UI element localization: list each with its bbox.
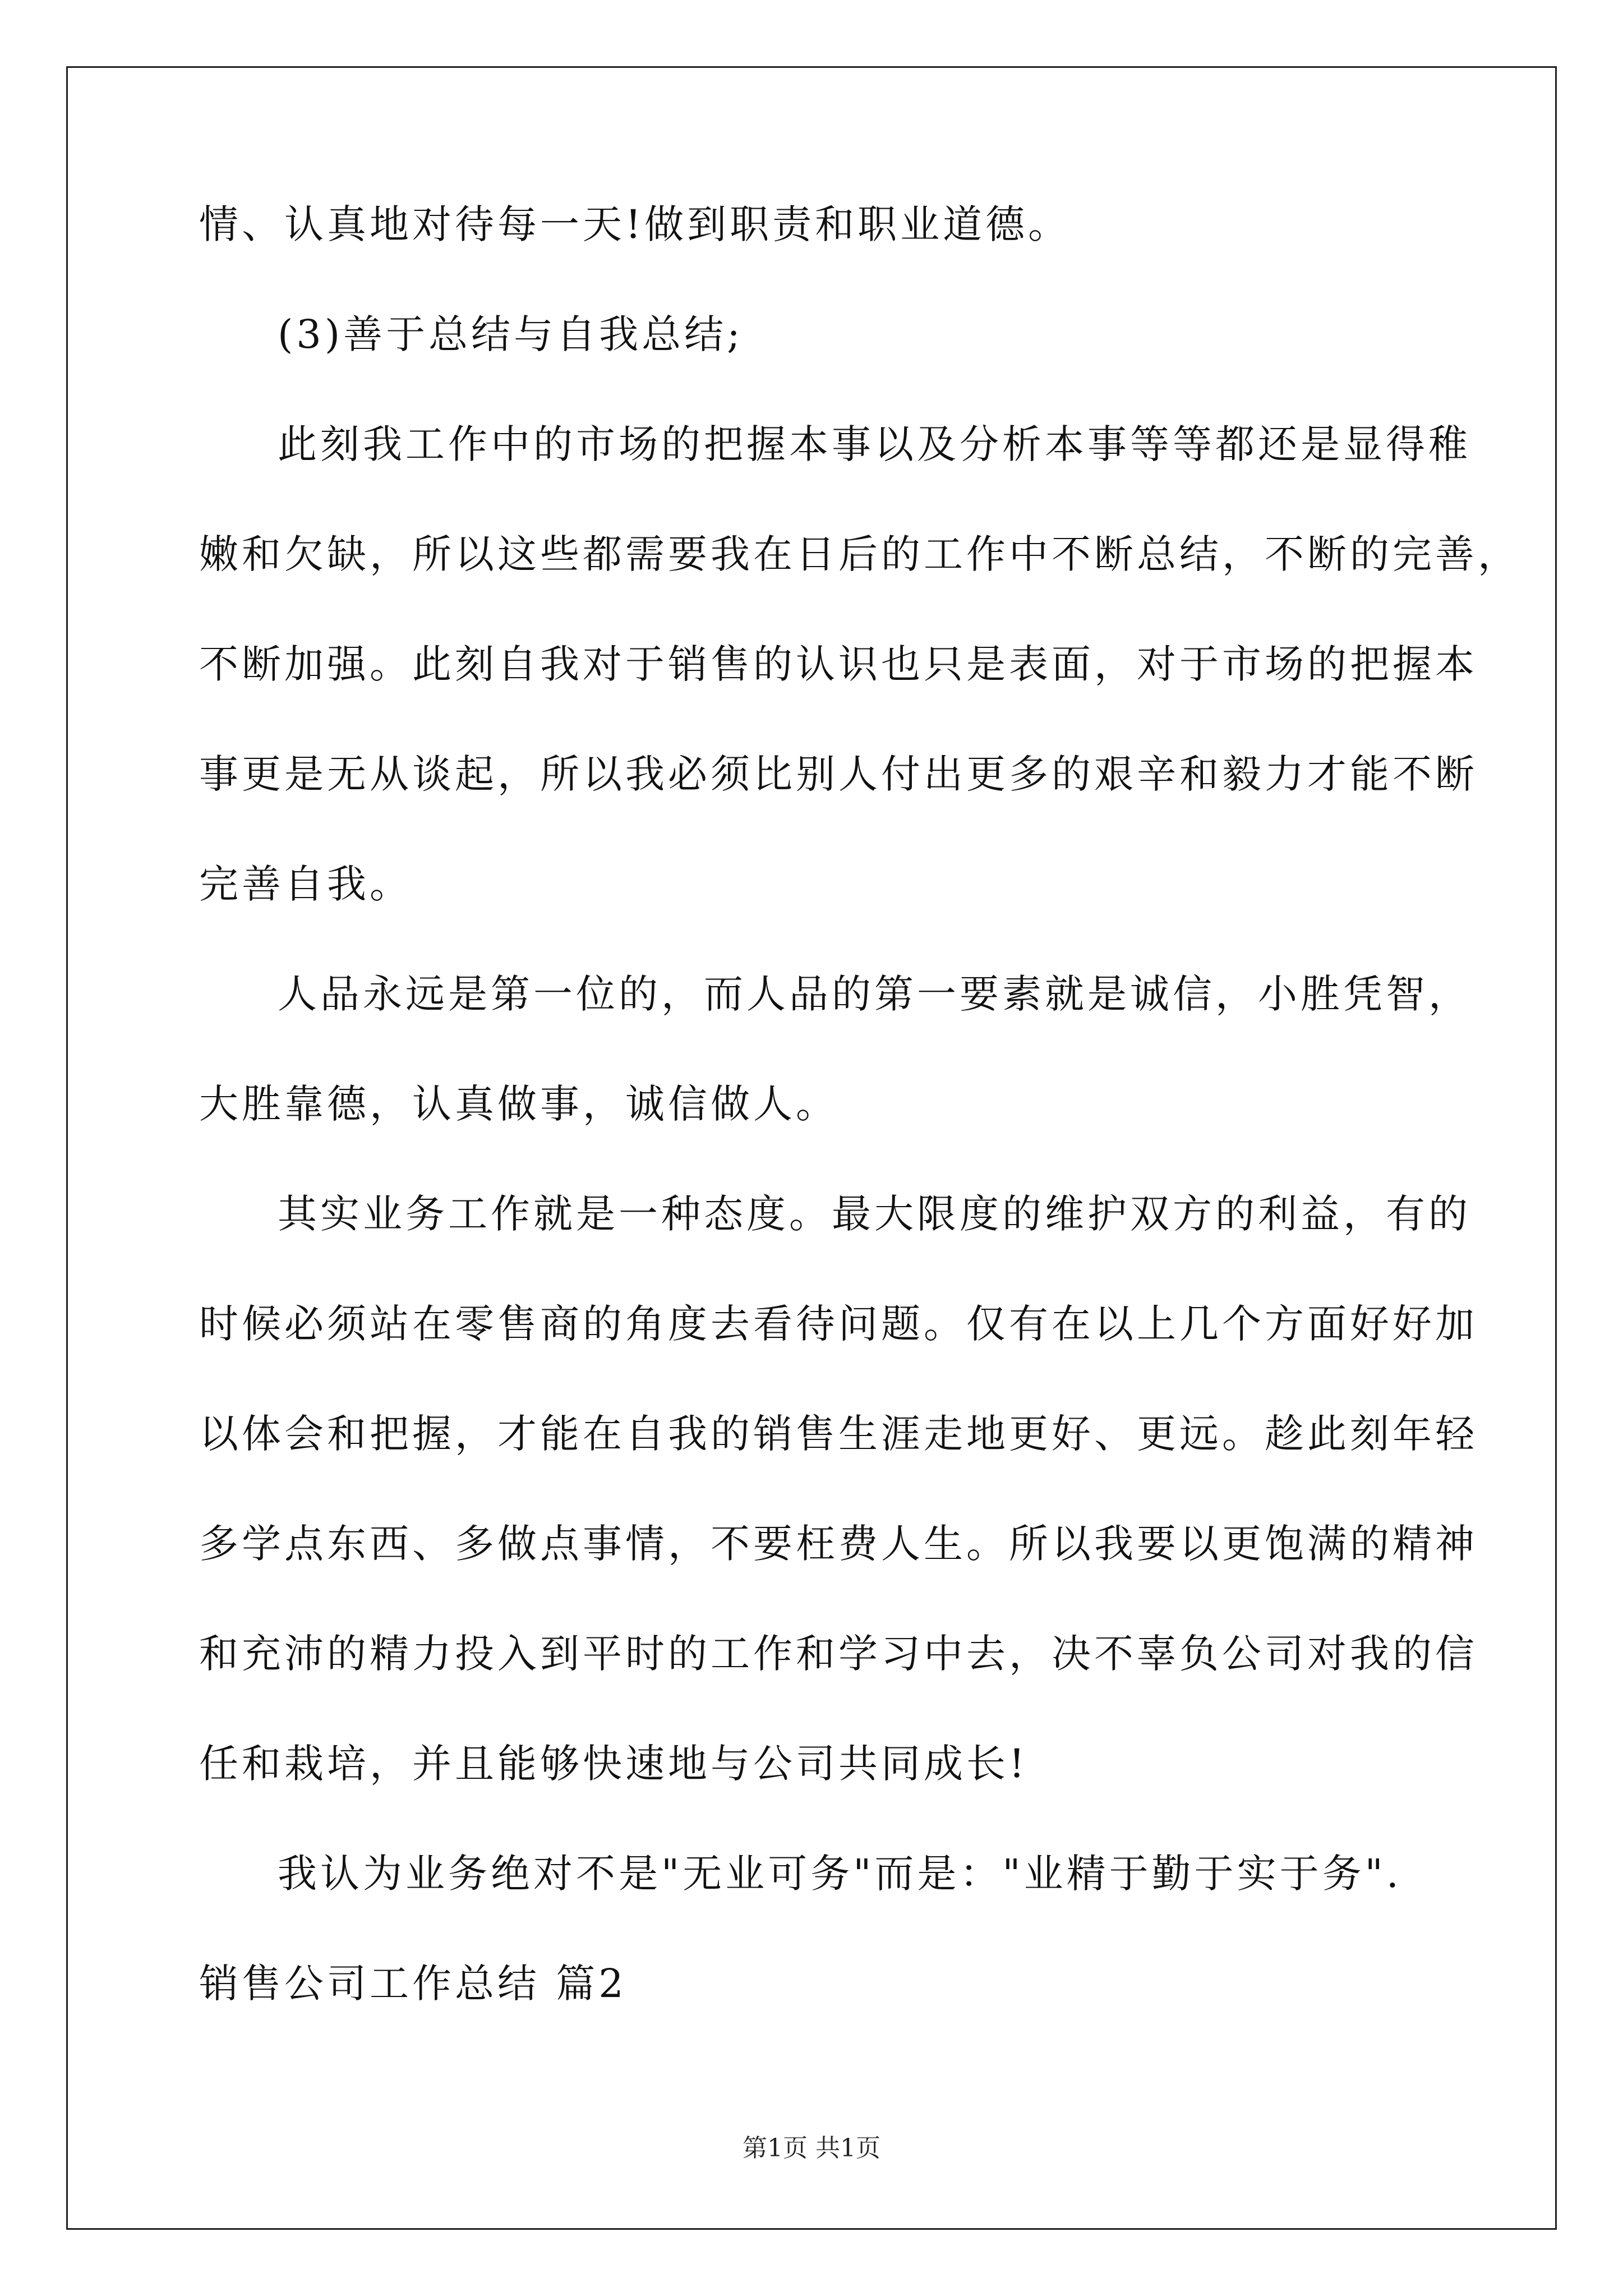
text-line: 和充沛的精力投入到平时的工作和学习中去，决不辜负公司对我的信 (199, 1631, 1478, 1677)
text-line: 不断加强。此刻自我对于销售的认识也只是表面，对于市场的把握本 (199, 641, 1478, 687)
section-heading: 销售公司工作总结 篇2 (199, 1961, 627, 2007)
text-line: (3)善于总结与自我总结; (278, 311, 744, 357)
text-line: 其实业务工作就是一种态度。最大限度的维护双方的利益，有的 (278, 1191, 1471, 1237)
page-border (66, 66, 1557, 2230)
text-line: 我认为业务绝对不是"无业可务"而是："业精于勤于实于务". (278, 1851, 1403, 1897)
text-line: 以体会和把握，才能在自我的销售生涯走地更好、更远。趁此刻年轻 (199, 1411, 1478, 1457)
page-footer: 第1页 共1页 (743, 2134, 880, 2162)
text-line: 事更是无从谈起，所以我必须比别人付出更多的艰辛和毅力才能不断 (199, 751, 1478, 797)
text-line: 完善自我。 (199, 861, 412, 907)
text-line: 任和栽培，并且能够快速地与公司共同成长! (199, 1741, 1029, 1787)
text-line: 大胜靠德，认真做事，诚信做人。 (199, 1081, 838, 1127)
text-line: 情、认真地对待每一天!做到职责和职业道德。 (199, 201, 1071, 247)
text-line: 人品永远是第一位的，而人品的第一要素就是诚信，小胜凭智， (278, 971, 1471, 1017)
text-line: 嫩和欠缺，所以这些都需要我在日后的工作中不断总结，不断的完善， (199, 531, 1520, 577)
text-line: 此刻我工作中的市场的把握本事以及分析本事等等都还是显得稚 (278, 421, 1471, 467)
text-line: 多学点东西、多做点事情，不要枉费人生。所以我要以更饱满的精神 (199, 1521, 1478, 1567)
text-line: 时候必须站在零售商的角度去看待问题。仅有在以上几个方面好好加 (199, 1301, 1478, 1347)
